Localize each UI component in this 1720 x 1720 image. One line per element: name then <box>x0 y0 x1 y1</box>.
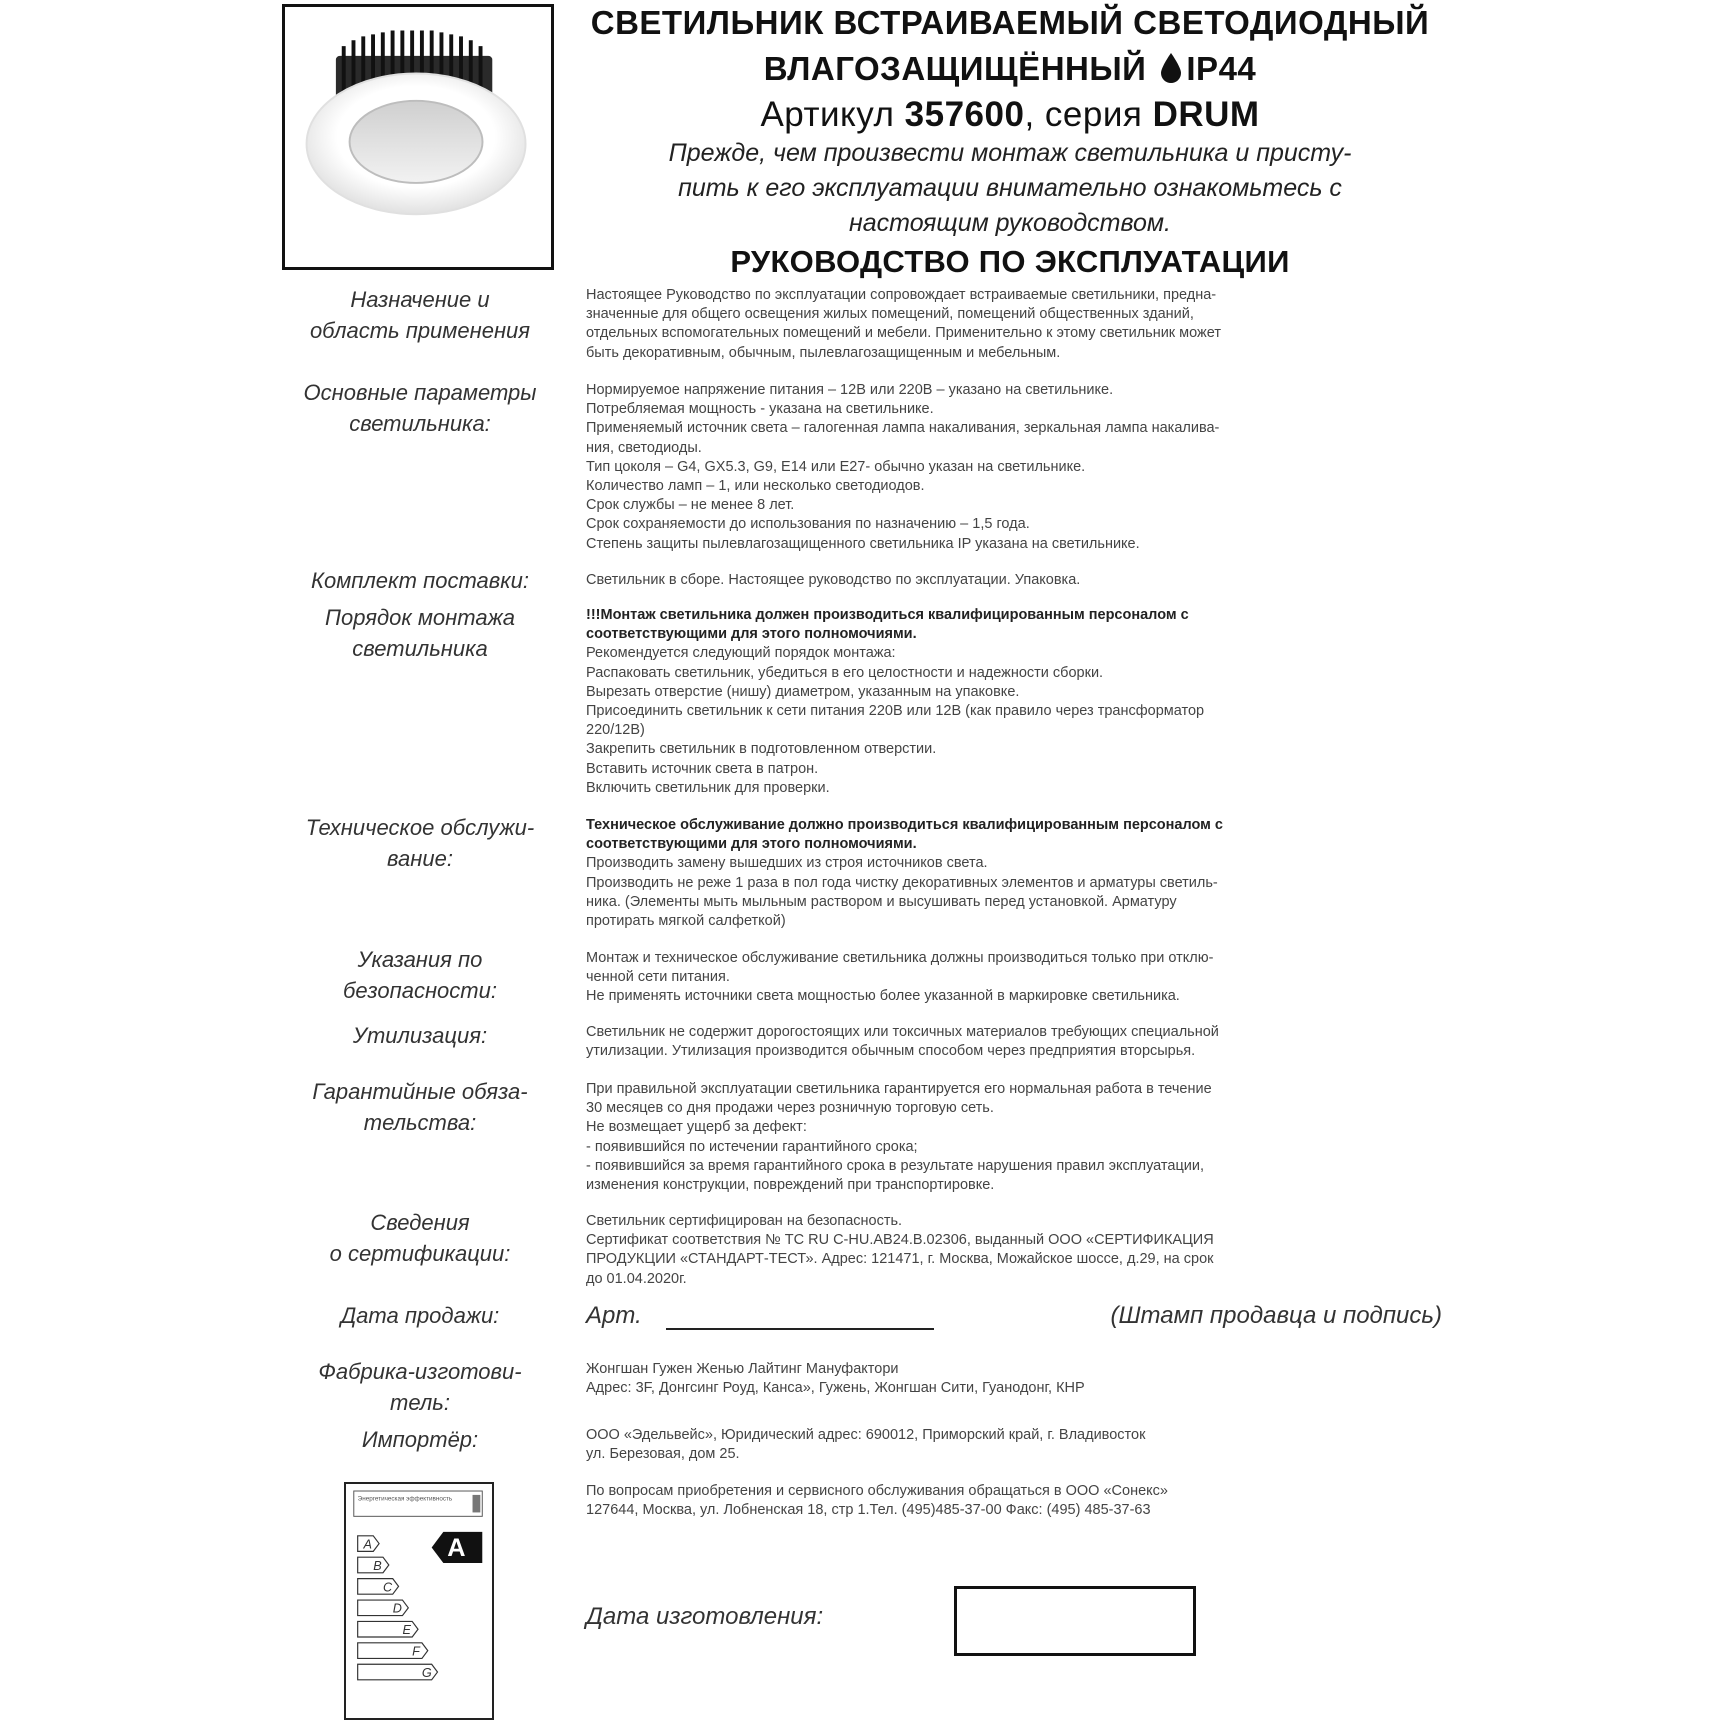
body-line: Включить светильник для проверки. <box>586 779 830 796</box>
title-line-2 <box>580 46 1440 92</box>
body-line: Присоединить светильник к сети питания 220В или 12В (как правило через трансформатор <box>586 703 1205 720</box>
section-body-maintenance <box>586 816 1436 931</box>
label-line: Импортёр: <box>361 1427 479 1452</box>
body-line: значенные для общего освещения жилых помещений, помещений общественных зданий, <box>586 306 1194 323</box>
energy-class-f: F <box>412 1644 420 1659</box>
body-line: Монтаж и техническое обслуживание светильника должны производиться только при отклю- <box>586 950 1214 966</box>
energy-header-text: Энергетическая эффективность <box>357 1495 453 1503</box>
label-line: Дата продажи: <box>340 1303 500 1328</box>
energy-class-g: G <box>421 1665 432 1680</box>
label-line: светильника <box>352 636 488 661</box>
body-line: протирать мягкой салфеткой) <box>586 913 786 930</box>
label-line: тель: <box>390 1390 450 1415</box>
downlight-illustration <box>285 7 551 267</box>
body-line: утилизации. Утилизация производится обычным способом через предприятия вторсырья. <box>586 1043 1196 1060</box>
body-line: Производить не реже 1 раза в пол года чистку декоративных элементов и арматуры светиль- <box>586 874 1218 891</box>
body-line: Не применять источники света мощностью более указанной в маркировке светильника. <box>586 988 1180 1005</box>
body-line: ния, светодиоды. <box>586 439 702 456</box>
body-line: ника. (Элементы мыть мыльным раствором и высушивать перед установкой. Арматуру <box>586 893 1177 910</box>
body-line: - появившийся по истечении гарантийного срока; <box>586 1138 918 1155</box>
body-line: ПРОДУКЦИИ «СТАНДАРТ-ТЕСТ». Адрес: 121471, г. Москва, Можайское шоссе, д.29, на срок <box>586 1251 1214 1268</box>
body-line: отдельных вспомогательных помещений и мебели. Применительно к этому светильник может <box>586 325 1221 342</box>
body-line: Вырезать отверстие (нишу) диаметром, указанным на упаковке. <box>586 683 1020 700</box>
section-body-package <box>586 571 1436 590</box>
body-line: При правильной эксплуатации светильника гарантируется его нормальная работа в течение <box>586 1081 1212 1097</box>
body-line: Адрес: 3F, Донгсинг Роуд, Канса», Гужень, Жонгшан Сити, Гуанодонг, КНР <box>586 1380 1085 1397</box>
water-drop-icon <box>1160 52 1182 84</box>
body-line-bold: соответствующими для этого полномочиями. <box>586 626 917 643</box>
section-label-disposal <box>278 1020 562 1051</box>
energy-class-d: D <box>392 1601 402 1616</box>
label-line: область применения <box>309 318 531 343</box>
energy-class-a: A <box>363 1537 372 1552</box>
section-label-warranty <box>278 1076 562 1138</box>
label-line: о сертификации: <box>329 1241 511 1266</box>
body-line: быть декоративным, обычным, пылевлагозащищенным и мебельным. <box>586 344 1061 361</box>
intro-note <box>580 136 1440 241</box>
intro-line: пить к его эксплуатации внимательно ознакомьтесь с <box>678 174 1342 202</box>
series-prefix: , серия <box>1024 95 1153 134</box>
section-body-manufacturer <box>586 1360 1436 1398</box>
section-label-sale-date <box>278 1300 562 1331</box>
label-line: Комплект поставки: <box>311 568 529 593</box>
section-label-safety <box>278 944 562 1006</box>
manufacture-date-box <box>954 1586 1196 1656</box>
manufacture-date-label: Дата изготовления: <box>586 1603 824 1630</box>
energy-efficiency-label <box>344 1482 494 1720</box>
section-body-importer <box>586 1426 1436 1464</box>
label-line: безопасности: <box>343 978 497 1003</box>
section-label-certification <box>278 1207 562 1269</box>
body-line: Срок сохраняемости до использования по назначению – 1,5 года. <box>586 516 1030 533</box>
body-line: 127644, Москва, ул. Лобненская 18, стр 1.Тел. (495)485-37-00 Факс: (495) 485-37-63 <box>586 1502 1151 1519</box>
label-line: Сведения <box>370 1210 470 1235</box>
label-line: Утилизация: <box>352 1023 488 1048</box>
section-label-maintenance <box>278 812 562 874</box>
body-line: Степень защиты пылевлагозащищенного светильника IP указана на светильнике. <box>586 535 1140 552</box>
seller-stamp-note: (Штамп продавца и подпись) <box>1110 1302 1442 1329</box>
section-label-installation <box>278 602 562 664</box>
section-body-disposal <box>586 1023 1436 1061</box>
energy-rating-value: A <box>447 1534 466 1563</box>
label-line: Фабрика-изготови- <box>318 1359 522 1384</box>
body-line: Применяемый источник света – галогенная лампа накаливания, зеркальная лампа накалива- <box>586 420 1220 437</box>
document-title <box>580 0 1440 138</box>
article-line <box>580 92 1440 138</box>
body-line: По вопросам приобретения и сервисного обслуживания обращаться в ООО «Сонекс» <box>586 1483 1168 1499</box>
sale-article-label: Арт. <box>586 1302 642 1329</box>
article-number: 357600 <box>904 95 1025 134</box>
energy-class-chart <box>346 1484 492 1718</box>
section-label-purpose <box>278 284 562 346</box>
energy-class-b: B <box>373 1558 382 1573</box>
section-label-parameters <box>278 377 562 439</box>
label-line: вание: <box>387 846 453 871</box>
body-line: Жонгшан Гужен Женью Лайтинг Мануфактори <box>586 1361 899 1377</box>
label-line: Техническое обслужи- <box>305 815 535 840</box>
body-line: Не возмещает ущерб за дефект: <box>586 1119 807 1136</box>
section-body-parameters <box>586 381 1436 554</box>
label-line: Основные параметры <box>303 380 537 405</box>
title-line-2-text: ВЛАГОЗАЩИЩЁННЫЙ <box>763 50 1147 87</box>
sale-article-line <box>666 1328 934 1330</box>
energy-class-c: C <box>382 1580 393 1595</box>
intro-line: Прежде, чем произвести монтаж светильника и присту- <box>668 139 1352 167</box>
body-line: Настоящее Руководство по эксплуатации сопровождает встраиваемые светильники, предна- <box>586 287 1217 303</box>
body-line: 30 месяцев со дня продажи через розничную торговую сеть. <box>586 1100 994 1117</box>
section-label-importer <box>278 1424 562 1455</box>
body-line: Количество ламп – 1, или несколько светодиодов. <box>586 478 925 495</box>
body-line-bold: !!!Монтаж светильника должен производиться квалифицированным персоналом с <box>586 607 1189 623</box>
body-line: до 01.04.2020г. <box>586 1270 687 1287</box>
body-line: ченной сети питания. <box>586 969 730 986</box>
body-line: Срок службы – не менее 8 лет. <box>586 497 795 514</box>
body-line-bold: соответствующими для этого полномочиями. <box>586 836 917 853</box>
body-line: Нормируемое напряжение питания – 12В или 220В – указано на светильнике. <box>586 382 1114 398</box>
section-label-package <box>278 565 562 596</box>
label-line: Порядок монтажа <box>325 605 515 630</box>
body-line: Тип цоколя – G4, GX5.3, G9, E14 или E27- обычно указан на светильнике. <box>586 458 1086 475</box>
energy-class-e: E <box>402 1623 411 1638</box>
body-line: изменения конструкции, повреждений при транспортировке. <box>586 1177 995 1194</box>
section-label-manufacturer <box>278 1356 562 1418</box>
section-body-service <box>586 1482 1436 1520</box>
intro-line: настоящим руководством. <box>849 209 1171 237</box>
label-line: тельства: <box>363 1110 477 1135</box>
series-name: DRUM <box>1152 95 1260 134</box>
product-photo <box>282 4 554 270</box>
body-line: ООО «Эдельвейс», Юридический адрес: 690012, Приморский край, г. Владивосток <box>586 1427 1146 1443</box>
section-body-safety <box>586 949 1436 1007</box>
body-line: Рекомендуется следующий порядок монтажа: <box>586 645 896 662</box>
body-line-bold: Техническое обслуживание должно производиться квалифицированным персоналом с <box>586 817 1223 833</box>
body-line: 220/12В) <box>586 722 645 739</box>
section-body-certification <box>586 1212 1436 1289</box>
title-line-1: СВЕТИЛЬНИК ВСТРАИВАЕМЫЙ СВЕТОДИОДНЫЙ <box>590 4 1430 41</box>
section-body-purpose <box>586 286 1436 363</box>
body-line: Закрепить светильник в подготовленном отверстии. <box>586 741 937 758</box>
label-line: Указания по <box>357 947 483 972</box>
body-line: Сертификат соответствия № ТС RU C-HU.АВ24.В.02306, выданный ООО «СЕРТИФИКАЦИЯ <box>586 1232 1214 1249</box>
article-prefix: Артикул <box>760 95 905 134</box>
manual-title: РУКОВОДСТВО ПО ЭКСПЛУАТАЦИИ <box>730 244 1290 279</box>
body-line: Производить замену вышедших из строя источников света. <box>586 855 988 872</box>
body-line: Распаковать светильник, убедиться в его целостности и надежности сборки. <box>586 664 1104 681</box>
label-line: Назначение и <box>350 287 490 312</box>
body-line: ул. Березовая, дом 25. <box>586 1446 740 1463</box>
body-line: - появившийся за время гарантийного срока в результате нарушения правил эксплуатации, <box>586 1157 1204 1174</box>
label-line: Гарантийные обяза- <box>312 1079 528 1104</box>
body-line: Светильник не содержит дорогостоящих или токсичных материалов требующих специальной <box>586 1024 1219 1040</box>
section-body-installation <box>586 606 1436 798</box>
label-line: светильника: <box>349 411 491 436</box>
section-body-warranty <box>586 1080 1436 1195</box>
body-line: Светильник сертифицирован на безопасность. <box>586 1213 903 1229</box>
body-line: Потребляемая мощность - указана на светильнике. <box>586 401 934 418</box>
body-line: Светильник в сборе. Настоящее руководство по эксплуатации. Упаковка. <box>586 572 1081 588</box>
ip-rating: IP44 <box>1186 50 1257 87</box>
body-line: Вставить источник света в патрон. <box>586 760 819 777</box>
